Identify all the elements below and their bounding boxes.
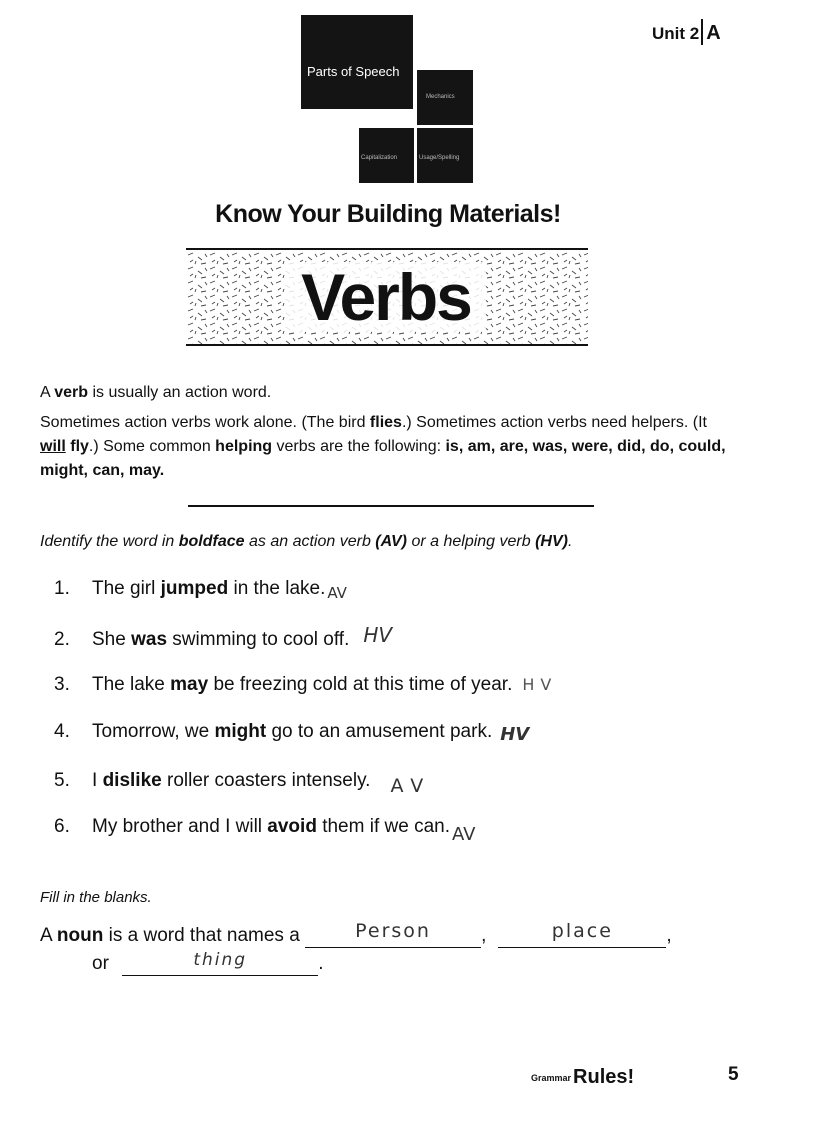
item-bold-word: might xyxy=(214,721,267,742)
intro-paragraph xyxy=(40,411,730,483)
unit-divider xyxy=(701,19,703,45)
logo-text-mechanics: Mechanics xyxy=(426,94,455,100)
bold-hv: (HV) xyxy=(535,533,568,550)
text-segment: or a helping verb xyxy=(407,533,536,550)
item-text: be freezing cold at this time of year. xyxy=(208,674,513,695)
handwritten-answer: HV xyxy=(363,623,393,647)
text-segment: A xyxy=(40,925,57,946)
text-segment: A xyxy=(40,384,55,401)
blank-3[interactable] xyxy=(122,950,318,976)
banner-top-rule xyxy=(186,248,588,250)
text-segment: as an action verb xyxy=(244,533,376,550)
exercise-item xyxy=(54,721,529,743)
bold-noun: noun xyxy=(56,925,104,946)
exercise-item xyxy=(54,769,432,797)
comma: , xyxy=(666,925,672,946)
text-segment: Identify the word in xyxy=(40,533,179,550)
item-text: swimming to cool off. xyxy=(167,629,350,650)
logo-text-capitalization: Capitalization xyxy=(361,155,398,161)
blank-1[interactable] xyxy=(305,920,481,948)
item-text: The lake xyxy=(92,674,171,695)
item-text: them if we can. xyxy=(316,816,450,837)
period: . xyxy=(318,953,324,974)
handwritten-answer: HV xyxy=(500,724,530,745)
helping-verb-list: is, am, are, was, were, did, do, could, might, can, may. xyxy=(40,438,726,479)
footer-grammar: Grammar xyxy=(531,1073,572,1083)
item-bold-word: jumped xyxy=(160,578,229,599)
fill-line-2 xyxy=(92,950,324,976)
text-segment: .) Sometimes action verbs need helpers. (It xyxy=(401,414,707,431)
page-number: 5 xyxy=(728,1064,739,1085)
bold-flies: flies xyxy=(369,414,402,431)
bold-boldface: boldface xyxy=(178,533,245,550)
item-text: in the lake. xyxy=(228,578,326,599)
item-text: roller coasters intensely. xyxy=(161,770,371,791)
text-segment: is a word that names a xyxy=(103,925,306,946)
handwritten-answer: AV xyxy=(451,824,476,845)
item-number: 5. xyxy=(54,770,70,791)
blank-3-answer: thing xyxy=(193,950,248,970)
item-text: I xyxy=(92,770,103,791)
text-or: or xyxy=(92,953,109,974)
page-title: Know Your Building Materials! xyxy=(215,200,561,228)
item-number: 1. xyxy=(54,578,70,599)
intro-definition xyxy=(40,381,740,405)
item-number: 4. xyxy=(54,721,70,742)
bold-helping: helping xyxy=(215,438,273,455)
section-divider xyxy=(188,505,594,507)
handwritten-answer: AV xyxy=(327,584,347,602)
logo-main-block xyxy=(301,15,413,109)
verbs-banner xyxy=(186,248,588,346)
banner-word: Verbs xyxy=(286,262,486,332)
item-number: 3. xyxy=(54,674,70,695)
text-segment: is usually an action word. xyxy=(88,384,272,401)
term-verb: verb xyxy=(54,384,89,401)
footer-brand xyxy=(531,1066,634,1089)
handwritten-answer: HV xyxy=(522,675,558,694)
bold-will: will xyxy=(40,438,66,455)
text-segment: . xyxy=(567,533,573,550)
bold-av: (AV) xyxy=(375,533,407,550)
blank-1-answer: Person xyxy=(355,920,431,942)
logo-main-text: Parts of Speech xyxy=(307,64,400,79)
exercise-item xyxy=(54,578,347,600)
parts-of-speech-logo xyxy=(301,15,473,183)
item-text: The girl xyxy=(92,578,161,599)
item-text: She xyxy=(92,629,132,650)
exercise-item xyxy=(54,623,393,651)
item-bold-word: may xyxy=(170,674,209,695)
text-segment: .) Some common xyxy=(88,438,216,455)
item-number: 6. xyxy=(54,816,70,837)
item-bold-word: dislike xyxy=(102,770,162,791)
unit-label xyxy=(652,19,721,45)
exercise-item xyxy=(54,674,557,696)
logo-text-usage: Usage/Spelling xyxy=(419,155,460,161)
text-segment: Sometimes action verbs work alone. (The bird xyxy=(40,414,370,431)
item-bold-word: avoid xyxy=(267,816,317,837)
item-number: 2. xyxy=(54,629,70,650)
text-segment: verbs are the following: xyxy=(272,438,446,455)
exercise-item xyxy=(54,816,476,845)
unit-letter: A xyxy=(706,22,721,44)
item-text: My brother and I will xyxy=(92,816,268,837)
item-bold-word: was xyxy=(131,629,168,650)
handwritten-answer: AV xyxy=(390,775,432,797)
item-text: go to an amusement park. xyxy=(266,721,493,742)
blank-2[interactable] xyxy=(498,920,666,948)
blank-2-answer: place xyxy=(551,920,613,942)
fill-line-1 xyxy=(40,920,672,948)
banner-bottom-rule xyxy=(186,344,588,346)
instructions xyxy=(40,533,572,551)
unit-number: Unit 2 xyxy=(652,24,700,43)
footer-rules: Rules! xyxy=(573,1066,635,1088)
fill-instruction: Fill in the blanks. xyxy=(40,889,152,906)
comma: , xyxy=(481,925,487,946)
bold-fly: fly xyxy=(70,438,89,455)
item-text: Tomorrow, we xyxy=(92,721,215,742)
